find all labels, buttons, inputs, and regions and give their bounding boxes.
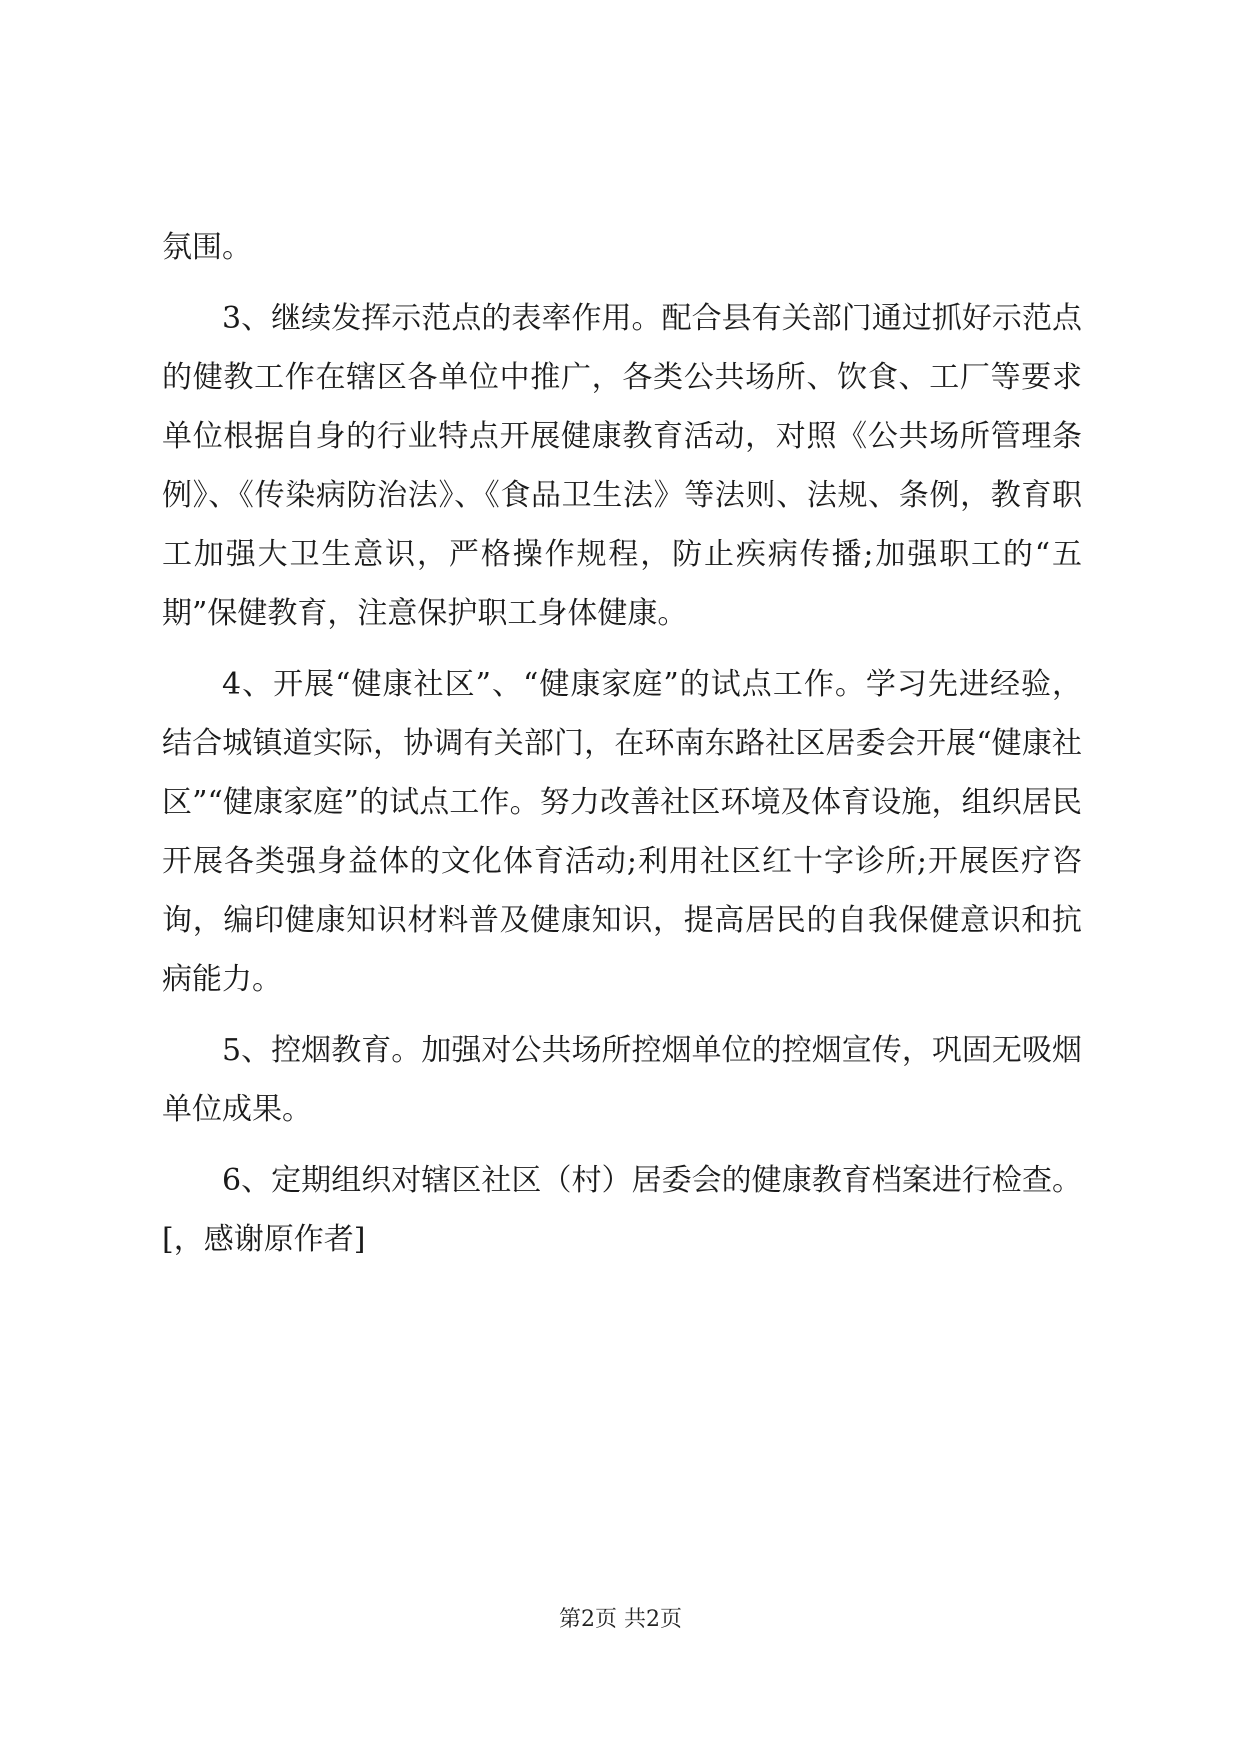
paragraph-continuation: 氛围。 [162, 230, 252, 265]
paragraph-item-5: 5、控烟教育。加强对公共场所控烟单位的控烟宣传，巩固无吸烟单位成果。 [162, 1033, 1082, 1127]
document-body [162, 218, 1082, 1281]
page-footer: 第2页 共2页 [559, 1607, 682, 1632]
paragraph-item-3: 3、继续发挥示范点的表率作用。配合县有关部门通过抓好示范点的健教工作在辖区各单位中推广，各类公共场所、饮食、工厂等要求单位根据自身的行业特点开展健康教育活动，对照《公共场所管理条例》、《传染病防治法》、《食品卫生法》等法则、法规、条例，教育职工加强大卫生意识，严格操作规程，防止疾病传播;加强职工的“五期”保健教育，注意保护职工身体健康。 [162, 301, 1082, 631]
paragraph-item-4: 4、开展“健康社区”、“健康家庭”的试点工作。学习先进经验，结合城镇道实际，协调有关部门，在环南东路社区居委会开展“健康社区”“健康家庭”的试点工作。努力改善社区环境及体育设施，组织居民开展各类强身益体的文化体育活动;利用社区红十字诊所;开展医疗咨询，编印健康知识材料普及健康知识，提高居民的自我保健意识和抗病能力。 [162, 667, 1082, 997]
paragraph-item-6: 6、定期组织对辖区社区（村）居委会的健康教育档案进行检查。[，感谢原作者] [162, 1163, 1082, 1257]
